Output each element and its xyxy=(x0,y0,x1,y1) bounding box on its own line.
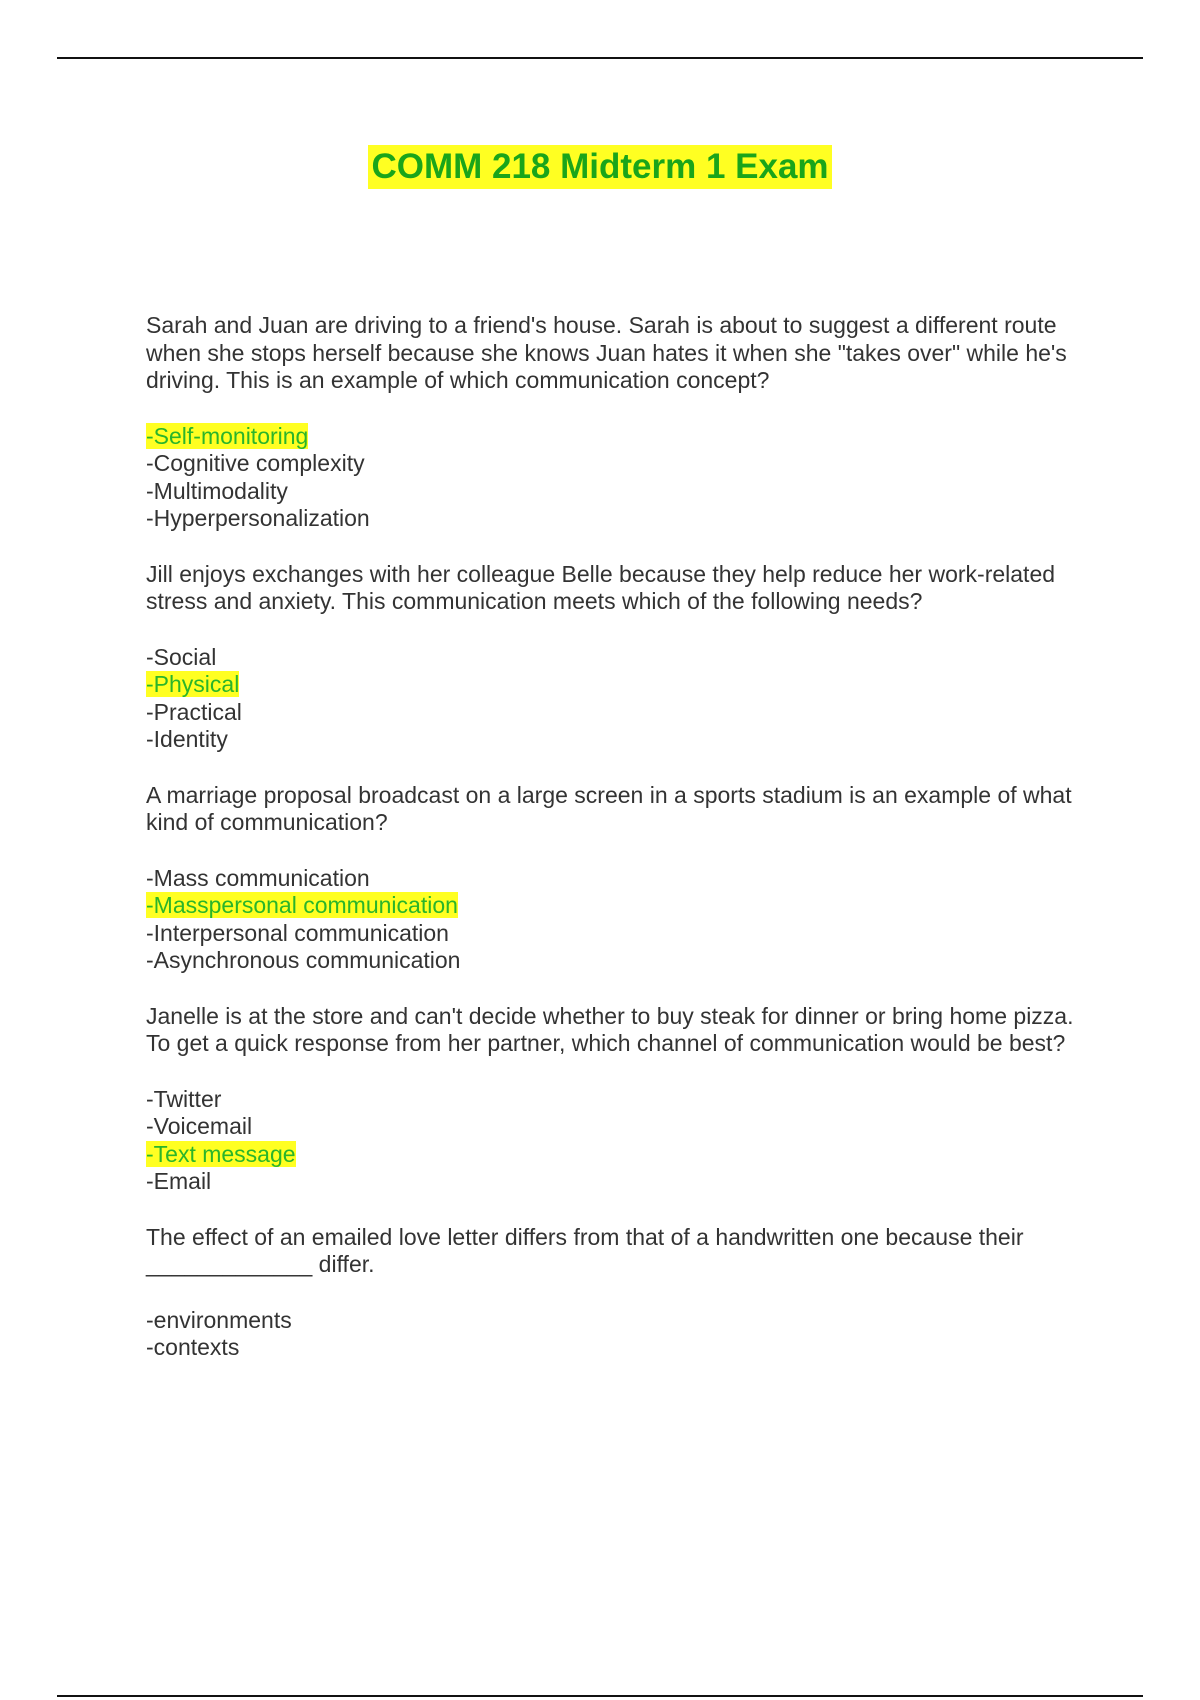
question-text: The effect of an emailed love letter differs from that of a handwritten one because their _____________ differ. xyxy=(146,1223,1024,1277)
question-block-2 xyxy=(146,561,1096,754)
answer-option xyxy=(146,892,1096,920)
answer-option: -environments xyxy=(146,1306,292,1333)
answer-option xyxy=(146,671,1096,699)
question-block-5 xyxy=(146,1224,1096,1362)
top-rule xyxy=(57,57,1143,59)
question-block-1 xyxy=(146,312,1096,533)
answer-options xyxy=(146,1307,1096,1362)
question-block-4 xyxy=(146,1003,1096,1196)
answer-option xyxy=(146,423,1096,451)
answer-option: -Identity xyxy=(146,726,228,752)
answer-option: -Interpersonal communication xyxy=(146,919,449,946)
answer-option: -Twitter xyxy=(146,1085,222,1112)
bottom-rule xyxy=(57,1695,1143,1697)
answer-options xyxy=(146,423,1096,533)
answer-option: -Hyperpersonalization xyxy=(146,505,370,531)
page-title: COMM 218 Midterm 1 Exam xyxy=(368,145,831,189)
answer-options xyxy=(146,1086,1096,1196)
correct-answer-highlight: -Text message xyxy=(146,1140,296,1167)
question-text: Janelle is at the store and can't decide whether to buy steak for dinner or bring home pizza. To get a quick response from her partner, which channel of communication would be best? xyxy=(146,1002,1074,1056)
answer-option xyxy=(146,1141,1096,1169)
question-text: Jill enjoys exchanges with her colleague Belle because they help reduce her work-related stress and anxiety. This communication meets which of the following needs? xyxy=(146,560,1056,614)
correct-answer-highlight: -Self-monitoring xyxy=(146,422,309,449)
question-text: A marriage proposal broadcast on a large screen in a sports stadium is an example of what kind of communication? xyxy=(146,781,1072,835)
answer-option: -Mass communication xyxy=(146,864,370,891)
question-block-3 xyxy=(146,782,1096,975)
title-container xyxy=(0,145,1200,189)
answer-option: -Social xyxy=(146,643,217,670)
answer-option: -contexts xyxy=(146,1334,240,1360)
exam-content xyxy=(146,312,1096,1390)
answer-options xyxy=(146,644,1096,754)
answer-option: -Multimodality xyxy=(146,477,288,504)
answer-options xyxy=(146,865,1096,975)
correct-answer-highlight: -Masspersonal communication xyxy=(146,892,458,918)
answer-option: -Asynchronous communication xyxy=(146,947,461,973)
answer-option: -Cognitive complexity xyxy=(146,450,365,476)
answer-option: -Practical xyxy=(146,698,242,725)
question-text: Sarah and Juan are driving to a friend's house. Sarah is about to suggest a different route when she stops herself because she knows Juan hates it when she "takes over" while he's driving. This is an example of which communication concept? xyxy=(146,312,1067,393)
correct-answer-highlight: -Physical xyxy=(146,671,240,697)
answer-option: -Email xyxy=(146,1168,212,1194)
answer-option: -Voicemail xyxy=(146,1113,253,1139)
